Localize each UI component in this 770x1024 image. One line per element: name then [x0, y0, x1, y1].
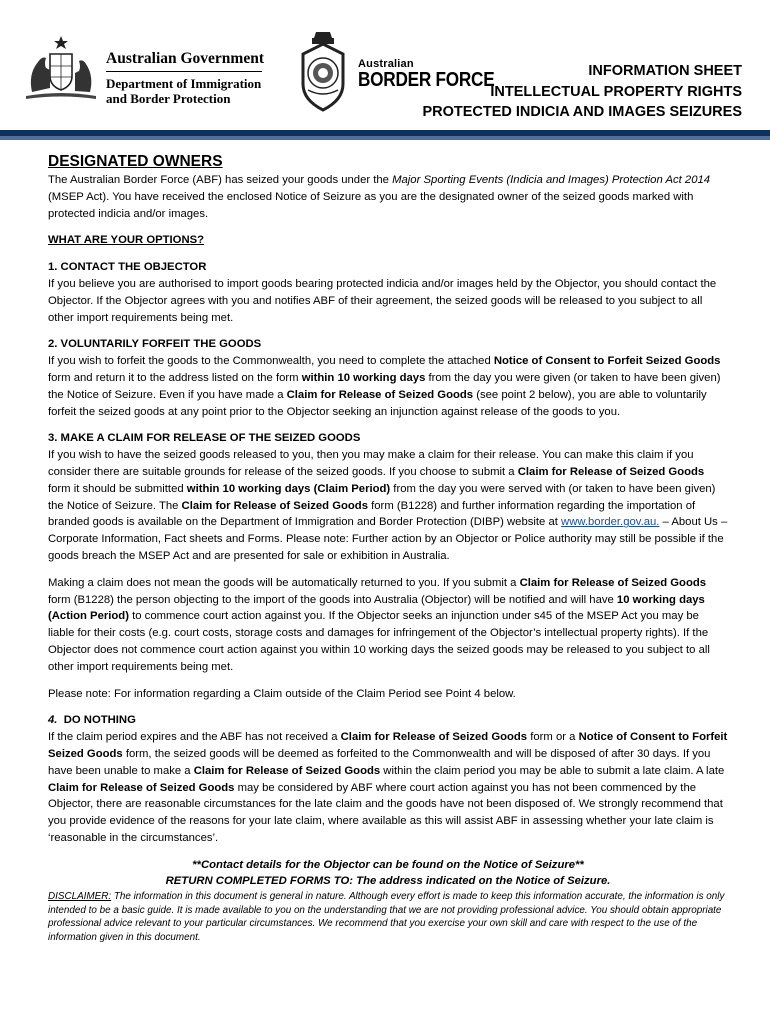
title-line2: INTELLECTUAL PROPERTY RIGHTS	[490, 83, 742, 100]
gov-line2: Department of Immigration	[106, 76, 262, 91]
disclaimer: DISCLAIMER: The information in this document is general in nature. Although every effort is made to keep this information accurate, the information is only intended to be a basic guide. It is made available to you on the understanding that we are not providing professional advice. You should obtain appropriate professional advice relevant to your particular circumstances. We recommend that you exercise your own skill and care with respect to the use of the information given in this document.	[48, 891, 725, 944]
option1-heading: 1. CONTACT THE OBJECTOR	[48, 261, 207, 274]
intro-paragraph: The Australian Border Force (ABF) has seized your goods under the Major Sporting Events (Indicia and Images) Protection Act 2014 (MSEP Act). You have received the enclosed Notice of Seizure as you are the designated owner of the seized goods marked with protected indicia and/or images.	[48, 174, 711, 220]
objector-contact-note: **Contact details for the Objector can be found on the Notice of Seizure**	[192, 858, 584, 871]
option3-heading: 3. MAKE A CLAIM FOR RELEASE OF THE SEIZED GOODS	[48, 432, 361, 445]
abf-line2: BORDER FORCE	[358, 69, 495, 91]
abf-line1: Australian	[358, 58, 414, 70]
option2-heading: 2. VOLUNTARILY FORFEIT THE GOODS	[48, 338, 262, 351]
claim-paragraph: Making a claim does not mean the goods will be automatically returned to you. If you submit a Claim for Release of Seized Goods form (B1228) the person objecting to the import of the goods into Australia (Objector) will be notified and will have 10 working days (Action Period) to commence court action against you. If the Objector seeks an injunction under s45 of the MSEP Act you may be liable for their costs (e.g. court costs, storage costs and damages for infringement of the Objector’s intellectual property rights). If the Objector does not commence court action against you within 10 working days the seized goods may be released to you subject to all other import requirements being met.	[48, 576, 710, 673]
title-line3: PROTECTED INDICIA AND IMAGES SEIZURES	[422, 104, 742, 120]
act-name: Major Sporting Events (Indicia and Images) Protection Act 2014	[392, 174, 711, 186]
gov-line1: Australian Government	[106, 50, 265, 67]
gov-divider	[106, 71, 262, 72]
gov-line3: and Border Protection	[106, 91, 231, 106]
option3-text: If you wish to have the seized goods released to you, then you may make a claim for their release. You can make this claim if you consider there are suitable grounds for release of the seized goods. If you choose to submit a Claim for Release of Seized Goods form it should be submitted within 10 working days (Claim Period) from the day you were served with (or taken to have been given) the Notice of Seizure. The Claim for Release of Seized Goods form (B1228) and further information regarding the importation of branded goods is available on the Department of Immigration and Border Protection (DIBP) website at www.border.gov.au. – About Us – Corporate Information, Fact sheets and Forms. Please note: Further action by an Objector or Police authority may still be possible if the goods breach the MSEP Act and are presented for sale or exhibition in Australia.	[48, 449, 728, 562]
option1-text: If you believe you are authorised to import goods bearing protected indicia and/or images held by the Objector, you should contact the Objector. If the Objector agrees with you and notifies ABF of their agreement, the seized goods will be released to you subject to all other import requirements being met.	[48, 277, 717, 324]
option2-text: If you wish to forfeit the goods to the Commonwealth, you need to complete the attached Notice of Consent to Forfeit Seized Goods form and return it to the address listed on the form within 10 working days from the day you were given (or taken to have been given) the Notice of Seizure. Even if you have made a Claim for Release of Seized Goods (see point 2 below), you are able to voluntarily forfeit the seized goods at any point prior to the Objector seeking an injunction against release of the goods to you.	[48, 355, 721, 418]
title-line1: INFORMATION SHEET	[588, 63, 742, 79]
header-rule-light	[0, 136, 770, 140]
government-wordmark	[106, 50, 264, 106]
border-website-link[interactable]: www.border.gov.au.	[561, 516, 660, 529]
claim-period-note: Please note: For information regarding a Claim outside of the Claim Period see Point 4 below.	[48, 687, 516, 700]
section-heading: DESIGNATED OWNERS	[48, 153, 223, 170]
document-title	[422, 61, 742, 123]
border-force-badge-icon	[296, 28, 350, 112]
document-body	[48, 152, 728, 945]
return-forms-note: RETURN COMPLETED FORMS TO: The address indicated on the Notice of Seizure.	[165, 875, 611, 888]
options-heading: WHAT ARE YOUR OPTIONS?	[48, 234, 205, 247]
option4-text: If the claim period expires and the ABF has not received a Claim for Release of Seized Goods form or a Notice of Consent to Forfeit Seized Goods form, the seized goods will be deemed as forfeited to the Commonwealth and will be disposed of after 30 days. If you have been unable to make a Claim for Release of Seized Goods within the claim period you may be able to submit a late claim. A late Claim for Release of Seized Goods may be considered by ABF where court action against you has not been commenced by the Objector, there are reasonable circumstances for the late claim and the goods have not been disposed of. We strongly recommend that you provide evidence of the reasons for your late claim, where available as this will assist ABF in assessing whether your late claim is ‘reasonable in the circumstances’.	[48, 731, 728, 844]
commonwealth-coat-of-arms-icon	[22, 34, 100, 104]
option4-heading: 4. DO NOTHING	[48, 714, 136, 727]
